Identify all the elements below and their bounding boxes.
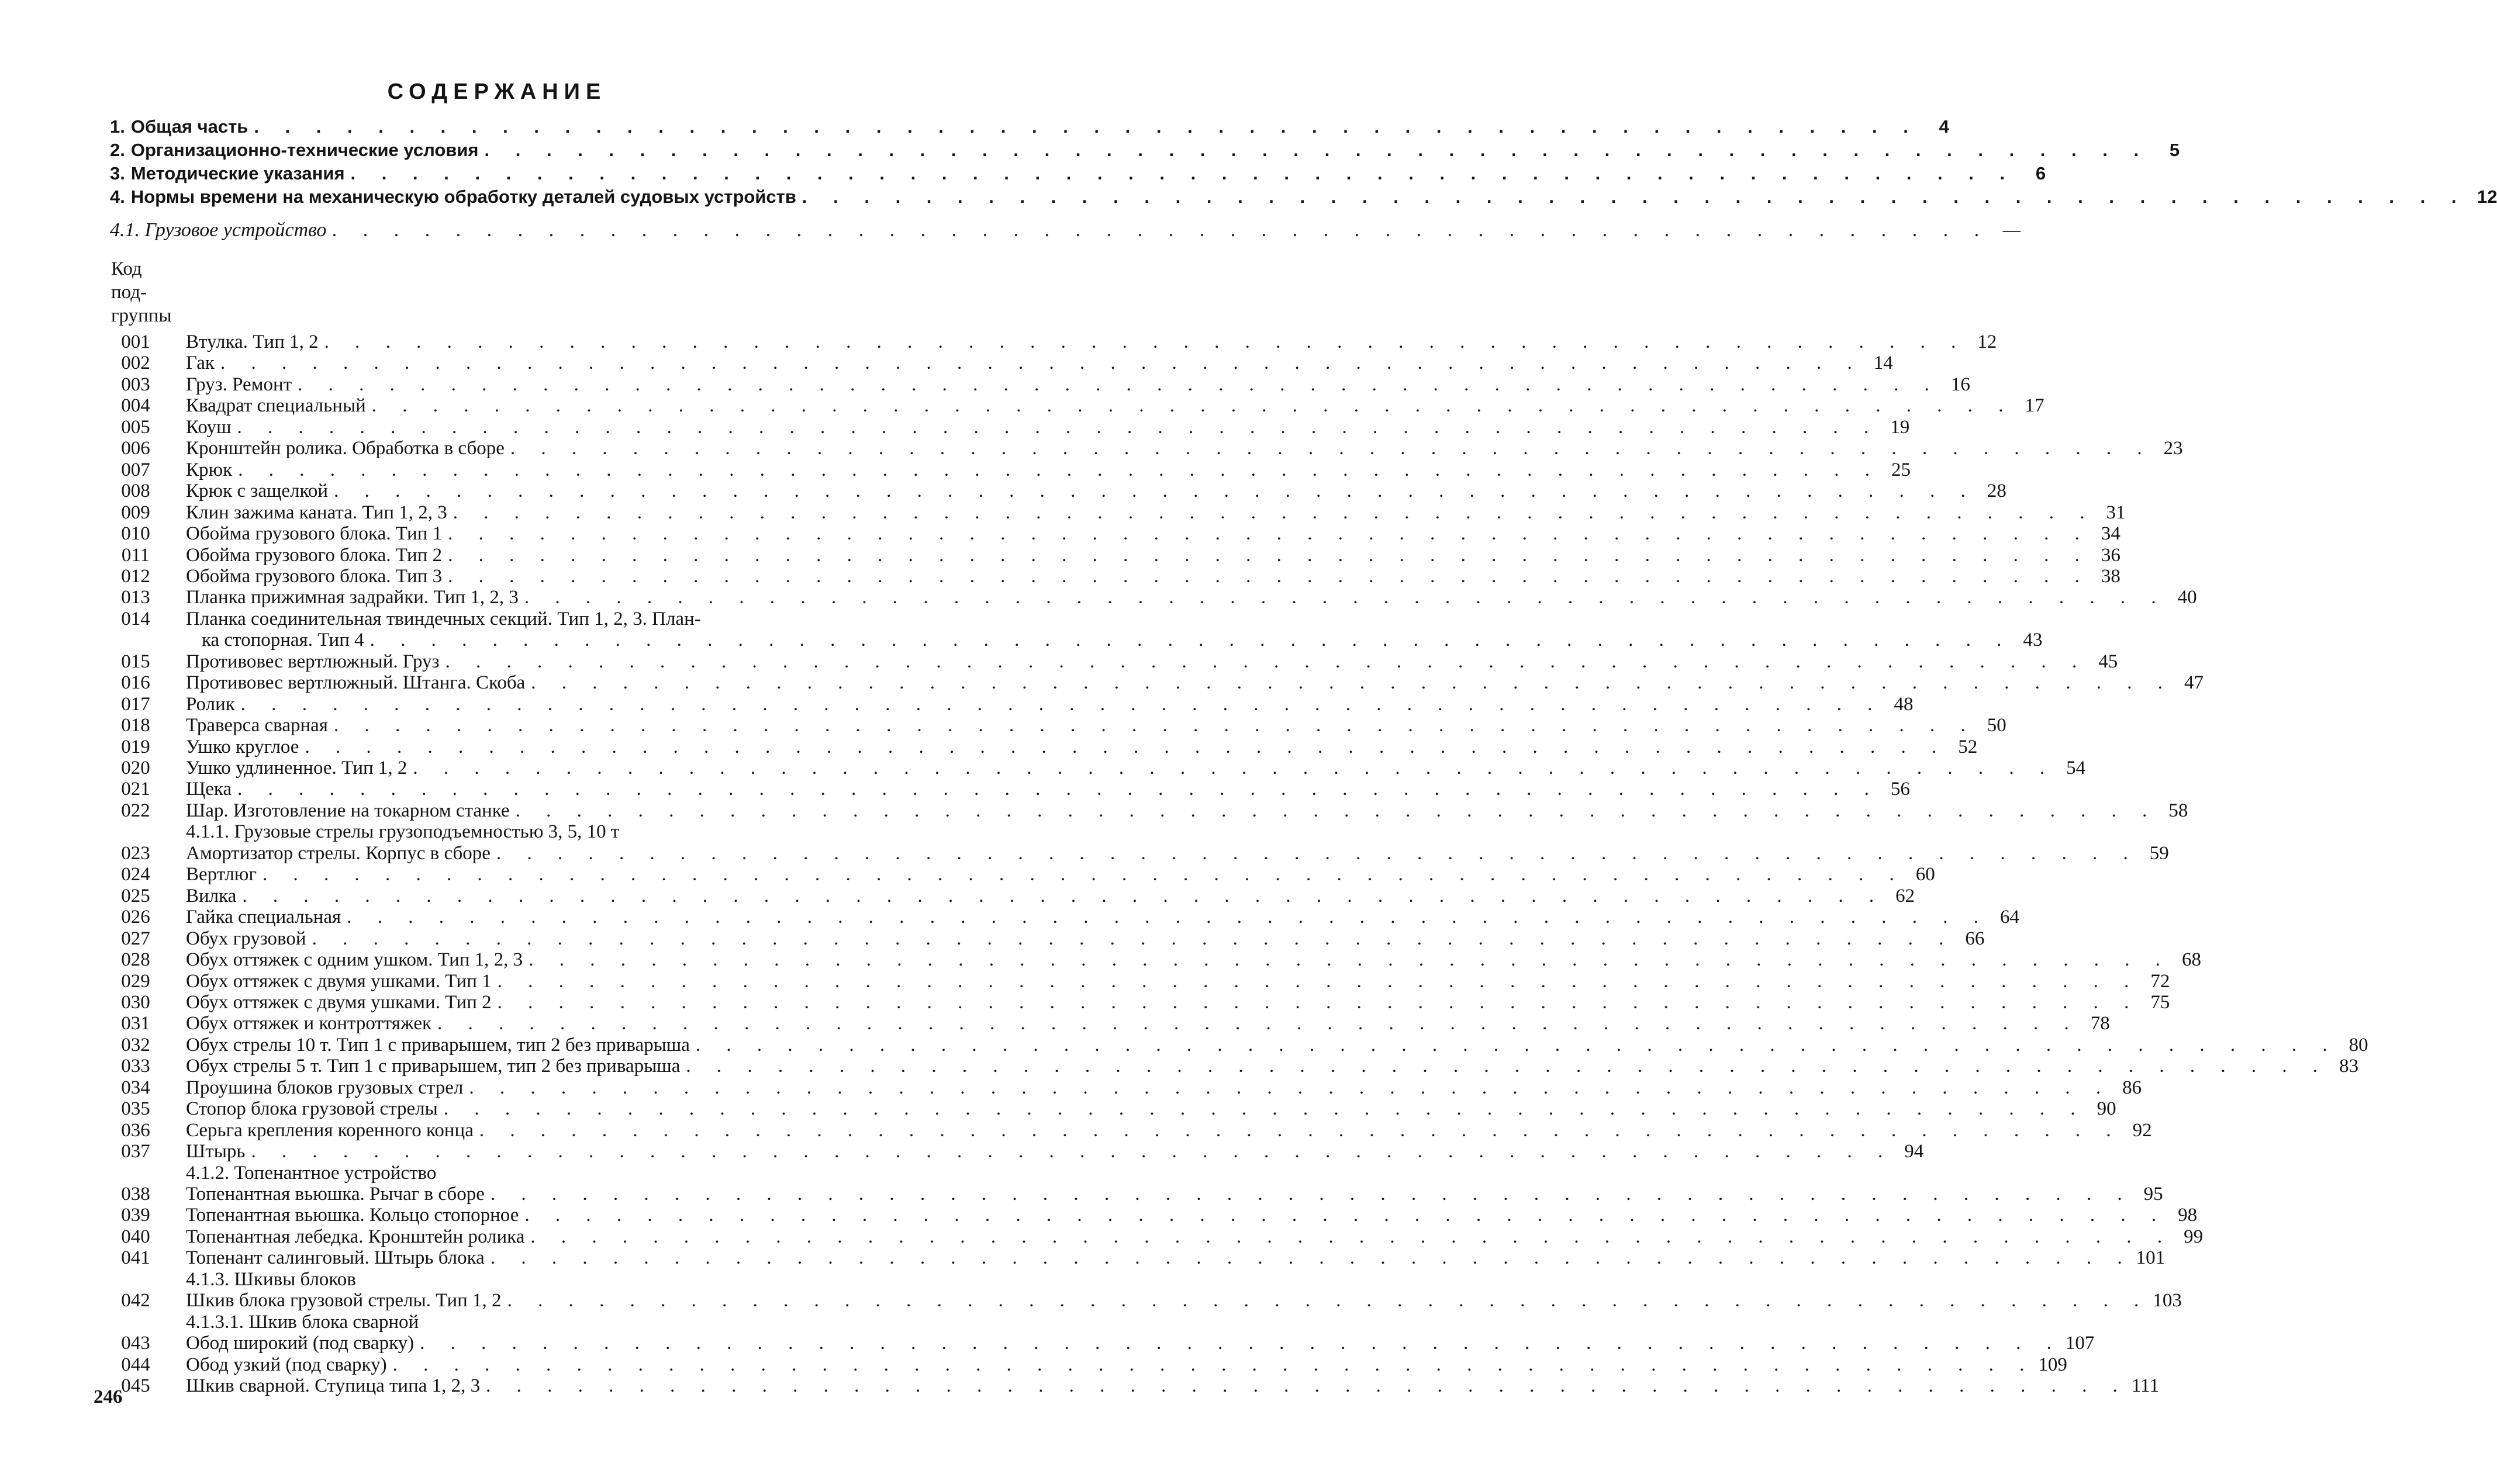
item-entry [186, 1012, 2110, 1035]
dot-leader: . . . . . . . . . . . . . . . . . . . . . . . . . . . . . . . . . . . . . . . . . . . . . . . . . . . . . . [484, 140, 2150, 160]
item-code: 001 [121, 331, 150, 352]
item-code: 030 [121, 991, 150, 1013]
section-entry [110, 116, 1949, 138]
item-page: 47 [2184, 672, 2204, 694]
item-code: 021 [121, 779, 150, 800]
item-page: 56 [1890, 779, 1910, 800]
item-text: Обойма грузового блока. Тип 3 [186, 565, 443, 587]
dot-leader: . . . . . . . . . . . . . . . . . . . . . . . . . . . . . . . . . . . . . . . . . . . . . . . . . . . . . . [369, 629, 2012, 651]
item-text: Крюк [186, 459, 233, 480]
item-code: 008 [121, 480, 150, 502]
item-code: 013 [121, 587, 150, 608]
item-text: Траверса сварная [186, 715, 328, 736]
section-text [110, 162, 345, 185]
dot-leader: . . . . . . . . . . . . . . . . . . . . . . . . . . . . . . . . . . . . . . . . . . . . . . . . . . . . . . [251, 1141, 1894, 1163]
item-page: 64 [1999, 907, 2019, 928]
item-text: Планка соединительная твиндечных секций. Тип 1, 2, 3. План- [186, 608, 701, 629]
dot-leader: . . . . . . . . . . . . . . . . . . . . . . . . . . . . . . . . . . . . . . . . . . . . . . . . . . . . . . [237, 779, 1880, 800]
item-code: 043 [121, 1333, 150, 1354]
item-code: 045 [121, 1375, 150, 1397]
item-page: 50 [1987, 715, 2006, 736]
item-entry [186, 523, 2120, 545]
dot-leader: . . . . . . . . . . . . . . . . . . . . . . . . . . . . . . . . . . . . . . . . . . . . . . . . . . . . . . [515, 800, 2158, 821]
item-text: Шкив блока грузовой стрелы. Тип 1, 2 [186, 1290, 502, 1312]
item-page: 98 [2178, 1205, 2198, 1226]
dot-leader: . . . . . . . . . . . . . . . . . . . . . . . . . . . . . . . . . . . . . . . . . . . . . . . . . . . . . . [531, 672, 2174, 694]
page-title: СОДЕРЖАНИЕ [387, 79, 607, 104]
item-entry [186, 480, 2006, 502]
item-text: Обух грузовой [186, 928, 306, 949]
item-entry [186, 352, 1893, 374]
item-text: Обух оттяжек и контроттяжек [186, 1013, 432, 1035]
item-page: 72 [2150, 970, 2170, 992]
item-text: Гак [186, 352, 215, 374]
section-text [110, 116, 248, 138]
item-code: 034 [121, 1077, 150, 1098]
section-page: 5 [2169, 140, 2180, 160]
item-text: Штырь [186, 1141, 246, 1163]
dot-leader: . . . . . . . . . . . . . . . . . . . . . . . . . . . . . . . . . . . . . . . . . . . . . . . . . . . . . . [507, 1290, 2150, 1312]
item-page: 23 [2163, 438, 2183, 459]
item-page: 80 [2349, 1034, 2368, 1056]
section-page: 12 [2477, 186, 2497, 207]
item-entry [186, 501, 2126, 524]
item-code: 009 [121, 501, 150, 523]
item-entry [186, 416, 1910, 438]
item-page: 111 [2131, 1375, 2159, 1397]
item-code: 033 [121, 1056, 150, 1077]
subsection-heading: 4.1.2. Топенантное устройство [186, 1162, 437, 1184]
item-text: Коуш [186, 416, 232, 438]
section-number: 1. [110, 116, 125, 137]
item-text: Топенант салинговый. Штырь блока [186, 1247, 485, 1269]
item-page: 66 [1965, 928, 1985, 949]
dot-leader: . . . . . . . . . . . . . . . . . . . . . . . . . . . . . . . . . . . . . . . . . . . . . . . . . . . . . . [486, 1375, 2128, 1397]
section-text [110, 139, 479, 161]
item-page: 34 [2101, 523, 2120, 545]
item-code: 041 [121, 1247, 150, 1269]
item-text: Обойма грузового блока. Тип 2 [186, 544, 443, 566]
item-code: 018 [121, 715, 150, 736]
item-entry [186, 1140, 1924, 1163]
item-code: 023 [121, 842, 150, 864]
item-code: 016 [121, 672, 150, 694]
item-code: 040 [121, 1226, 150, 1247]
dot-leader: . . . . . . . . . . . . . . . . . . . . . . . . . . . . . . . . . . . . . . . . . . . . . . . . . . . . . . [437, 1013, 2080, 1035]
item-text: Обух стрелы 5 т. Тип 1 с приварышем, тип 2 без приварыша [186, 1056, 681, 1077]
item-page: 16 [1950, 373, 1970, 395]
item-entry [186, 1098, 2116, 1120]
dot-leader: . . . . . . . . . . . . . . . . . . . . . . . . . . . . . . . . . . . . . . . . . . . . . . . . . . . . . . [497, 970, 2140, 992]
dot-leader: . . . . . . . . . . . . . . . . . . . . . . . . . . . . . . . . . . . . . . . . . . . . . . . . . . . . . . [237, 416, 1880, 438]
item-code: 014 [121, 608, 150, 629]
dot-leader: . . . . . . . . . . . . . . . . . . . . . . . . . . . . . . . . . . . . . . . . . . . . . . . . . . . . . . [490, 1247, 2133, 1269]
item-entry [186, 586, 2197, 608]
item-page: 90 [2097, 1098, 2116, 1120]
dot-leader: . . . . . . . . . . . . . . . . . . . . . . . . . . . . . . . . . . . . . . . . . . . . . . . . . . . . . . [445, 651, 2088, 672]
subsection-heading: 4.1.3. Шкивы блоков [186, 1268, 356, 1290]
item-code: 007 [121, 459, 150, 480]
item-page: 68 [2181, 949, 2201, 971]
dot-leader: . . . . . . . . . . . . . . . . . . . . . . . . . . . . . . . . . . . . . . . . . . . . . . . . . . . . . . [371, 395, 2014, 417]
item-code: 020 [121, 757, 150, 779]
section-entry [110, 186, 2497, 208]
dot-leader: . . . . . . . . . . . . . . . . . . . . . . . . . . . . . . . . . . . . . . . . . . . . . . . . . . . . . . [529, 949, 2171, 971]
item-entry [186, 885, 1915, 907]
item-entry [186, 1034, 2368, 1056]
item-text: Обух оттяжек с двумя ушками. Тип 1 [186, 970, 492, 992]
item-entry [186, 1119, 2152, 1141]
item-code: 005 [121, 416, 150, 438]
item-entry [186, 778, 1910, 800]
item-entry [186, 800, 2188, 822]
item-code: 027 [121, 928, 150, 949]
section-number: 2. [110, 140, 125, 160]
item-text: Квадрат специальный [186, 395, 366, 417]
item-code: 036 [121, 1119, 150, 1141]
dot-leader: . . . . . . . . . . . . . . . . . . . . . . . . . . . . . . . . . . . . . . . . . . . . . . . . . . . . . . [490, 1184, 2133, 1205]
code-header-line: Код [111, 258, 142, 279]
item-code: 042 [121, 1290, 150, 1312]
item-entry [186, 1226, 2204, 1248]
item-page: 62 [1895, 885, 1915, 907]
item-text: Груз. Ремонт [186, 373, 292, 395]
dot-leader: . . . . . . . . . . . . . . . . . . . . . . . . . . . . . . . . . . . . . . . . . . . . . . . . . . . . . . [420, 1333, 2062, 1354]
item-page: 31 [2106, 501, 2126, 523]
dot-leader: . . . . . . . . . . . . . . . . . . . . . . . . . . . . . . . . . . . . . . . . . . . . . . . . . . . . . . [510, 438, 2153, 459]
item-code: 011 [121, 544, 150, 566]
section-page: 4 [1939, 116, 1949, 137]
dot-leader: . . . . . . . . . . . . . . . . . . . . . . . . . . . . . . . . . . . . . . . . . . . . . . . . . . . . . . [802, 186, 2467, 207]
dot-leader: . . . . . . . . . . . . . . . . . . . . . . . . . . . . . . . . . . . . . . . . . . . . . . . . . . . . . . [453, 501, 2095, 523]
item-entry [186, 459, 1911, 481]
subsection-heading: 4.1.1. Грузовые стрелы грузоподъемностью 3, 5, 10 т [186, 821, 620, 843]
item-text: Обойма грузового блока. Тип 1 [186, 523, 443, 545]
item-page: 43 [2023, 629, 2043, 651]
item-page: 28 [1987, 480, 2006, 502]
page-number: 246 [94, 1386, 123, 1407]
section-number: 4. [110, 186, 125, 207]
item-page: 25 [1891, 459, 1911, 480]
section-entry [110, 139, 2180, 161]
item-entry [186, 928, 1985, 950]
item-code: 028 [121, 949, 150, 971]
item-text: Обод узкий (под сварку) [186, 1354, 387, 1375]
item-text: Вертлюг [186, 864, 257, 885]
item-text: Гайка специальная [186, 907, 341, 928]
item-page: 12 [1977, 331, 1997, 352]
item-page: 19 [1890, 416, 1910, 438]
item-page: 94 [1904, 1141, 1924, 1163]
section-number: 3. [110, 163, 125, 184]
item-code: 012 [121, 565, 150, 587]
item-entry [186, 395, 2044, 417]
item-entry [186, 863, 1935, 885]
section-title: Методические указания [130, 163, 345, 184]
item-code: 029 [121, 970, 150, 992]
dot-leader: . . . . . . . . . . . . . . . . . . . . . . . . . . . . . . . . . . . . . . . . . . . . . . . . . . . . . . [350, 163, 2016, 184]
item-page: 59 [2149, 842, 2169, 864]
item-page: 14 [1873, 352, 1893, 374]
item-code: 019 [121, 736, 150, 757]
item-page: 17 [2025, 395, 2044, 417]
item-code: 022 [121, 800, 150, 821]
item-entry [186, 1077, 2142, 1099]
item-entry [186, 970, 2170, 992]
dot-leader: . . . . . . . . . . . . . . . . . . . . . . . . . . . . . . . . . . . . . . . . . . . . . . . . . . . . . . [469, 1077, 2112, 1098]
dot-leader: . . . . . . . . . . . . . . . . . . . . . . . . . . . . . . . . . . . . . . . . . . . . . . . . . . . . . . [333, 715, 1976, 736]
item-text: Ушко удлиненное. Тип 1, 2 [186, 757, 407, 779]
item-page: 60 [1915, 864, 1935, 885]
dot-leader: . . . . . . . . . . . . . . . . . . . . . . . . . . . . . . . . . . . . . . . . . . . . . . . . . . . . . . [524, 1205, 2167, 1226]
dot-leader: . . . . . . . . . . . . . . . . . . . . . . . . . . . . . . . . . . . . . . . . . . . . . . . . . . . . . . [496, 842, 2139, 864]
item-code: 006 [121, 438, 150, 459]
item-code: 025 [121, 885, 150, 907]
item-code: 026 [121, 907, 150, 928]
code-header-line: под- [111, 282, 147, 303]
item-code: 015 [121, 651, 150, 672]
item-entry [186, 1055, 2359, 1077]
dot-leader: . . . . . . . . . . . . . . . . . . . . . . . . . . . . . . . . . . . . . . . . . . . . . . . . . . . . . . [240, 693, 1883, 715]
dot-leader: . . . . . . . . . . . . . . . . . . . . . . . . . . . . . . . . . . . . . . . . . . . . . . . . . . . . . . [497, 991, 2140, 1013]
item-entry [186, 906, 2019, 928]
category-page: — [2002, 219, 2021, 241]
item-entry [186, 651, 2118, 673]
section-entry [110, 162, 2046, 185]
item-text: Обух оттяжек с двумя ушками. Тип 2 [186, 991, 492, 1013]
dot-leader: . . . . . . . . . . . . . . . . . . . . . . . . . . . . . . . . . . . . . . . . . . . . . . . . . . . . . . [479, 1119, 2122, 1141]
item-page: 103 [2153, 1290, 2182, 1312]
item-entry [186, 1204, 2198, 1226]
dot-leader: . . . . . . . . . . . . . . . . . . . . . . . . . . . . . . . . . . . . . . . . . . . . . . . . . . . . . . [324, 331, 1967, 352]
dot-leader: . . . . . . . . . . . . . . . . . . . . . . . . . . . . . . . . . . . . . . . . . . . . . . . . . . . . . . [334, 480, 1976, 502]
item-text: Ролик [186, 693, 235, 715]
item-text: Планка прижимная задрайки. Тип 1, 2, 3 [186, 587, 519, 608]
item-text: Вилка [186, 885, 237, 907]
section-title: Общая часть [130, 116, 248, 137]
item-entry [186, 672, 2204, 694]
subsection-heading: 4.1.3.1. Шкив блока сварной [186, 1311, 419, 1333]
item-text: Амортизатор стрелы. Корпус в сборе [186, 842, 491, 864]
item-entry [186, 1332, 2095, 1354]
dot-leader: . . . . . . . . . . . . . . . . . . . . . . . . . . . . . . . . . . . . . . . . . . . . . . . . . . . . . . [305, 736, 1947, 757]
item-entry [186, 991, 2170, 1013]
item-entry [186, 331, 1997, 353]
item-page: 52 [1958, 736, 1978, 757]
code-header-line: группы [111, 305, 172, 326]
dot-leader: . . . . . . . . . . . . . . . . . . . . . . . . . . . . . . . . . . . . . . . . . . . . . . . . . . . . . . [220, 352, 1863, 374]
dot-leader: . . . . . . . . . . . . . . . . . . . . . . . . . . . . . . . . . . . . . . . . . . . . . . . . . . . . . . [530, 1226, 2173, 1247]
item-page: 36 [2101, 544, 2120, 566]
item-text: ка стопорная. Тип 4 [202, 629, 364, 651]
item-text: Клин зажима каната. Тип 1, 2, 3 [186, 501, 447, 523]
item-code: 002 [121, 352, 150, 374]
item-page: 95 [2143, 1184, 2163, 1205]
item-entry [186, 565, 2120, 587]
item-code: 004 [121, 395, 150, 417]
item-code: 017 [121, 693, 150, 715]
section-title: Организационно-технические условия [130, 140, 479, 160]
dot-leader: . . . . . . . . . . . . . . . . . . . . . . . . . . . . . . . . . . . . . . . . . . . . . . . . . . . . . . [242, 885, 1885, 907]
item-code: 024 [121, 864, 150, 885]
dot-leader: . . . . . . . . . . . . . . . . . . . . . . . . . . . . . . . . . . . . . . . . . . . . . . . . . . . . . . [254, 116, 1919, 137]
item-entry [186, 736, 1978, 758]
item-code: 010 [121, 523, 150, 545]
item-code: 044 [121, 1354, 150, 1375]
item-text: Ушко круглое [186, 736, 299, 757]
item-page: 83 [2339, 1056, 2359, 1077]
dot-leader: . . . . . . . . . . . . . . . . . . . . . . . . . . . . . . . . . . . . . . . . . . . . . . . . . . . . . . [524, 587, 2167, 608]
item-entry [186, 437, 2183, 459]
item-page: 58 [2168, 800, 2188, 821]
item-page: 45 [2098, 651, 2118, 672]
item-text: Втулка. Тип 1, 2 [186, 331, 319, 352]
dot-leader: . . . . . . . . . . . . . . . . . . . . . . . . . . . . . . . . . . . . . . . . . . . . . . . . . . . . . . [448, 544, 2090, 566]
item-entry [202, 629, 2043, 651]
item-text: Обух оттяжек с одним ушком. Тип 1, 2, 3 [186, 949, 523, 971]
item-entry [186, 1354, 2067, 1376]
item-page: 109 [2038, 1354, 2067, 1375]
category-title: 4.1. Грузовое устройство [110, 219, 327, 241]
item-text: Топенантная лебедка. Кронштейн ролика [186, 1226, 525, 1247]
dot-leader: . . . . . . . . . . . . . . . . . . . . . . . . . . . . . . . . . . . . . . . . . . . . . . . . . . . . . . [686, 1056, 2329, 1077]
item-entry [186, 1247, 2166, 1269]
item-text: Стопор блока грузовой стрелы [186, 1098, 438, 1120]
item-page: 40 [2177, 587, 2197, 608]
item-page: 101 [2136, 1247, 2166, 1269]
dot-leader: . . . . . . . . . . . . . . . . . . . . . . . . . . . . . . . . . . . . . . . . . . . . . . . . . . . . . . [312, 928, 1954, 949]
item-entry [186, 693, 1914, 715]
item-code: 035 [121, 1098, 150, 1120]
item-entry [186, 608, 916, 630]
dot-leader: . . . . . . . . . . . . . . . . . . . . . . . . . . . . . . . . . . . . . . . . . . . . . . . . . . . . . . [443, 1098, 2086, 1120]
item-text: Обух стрелы 10 т. Тип 1 с приварышем, тип 2 без приварыша [186, 1034, 690, 1056]
dot-leader: . . . . . . . . . . . . . . . . . . . . . . . . . . . . . . . . . . . . . . . . . . . . . . . . . . . . . . [262, 864, 1905, 885]
dot-leader: . . . . . . . . . . . . . . . . . . . . . . . . . . . . . . . . . . . . . . . . . . . . . . . . . . . . . . [695, 1034, 2338, 1056]
item-text: Проушина блоков грузовых стрел [186, 1077, 464, 1098]
item-code: 032 [121, 1034, 150, 1056]
item-page: 75 [2150, 991, 2170, 1013]
dot-leader: . . . . . . . . . . . . . . . . . . . . . . . . . . . . . . . . . . . . . . . . . . . . . . . . . . . . . . [347, 907, 1989, 928]
item-page: 48 [1894, 693, 1914, 715]
item-text: Щека [186, 779, 232, 800]
item-text: Серьга крепления коренного конца [186, 1119, 474, 1141]
section-title: Нормы времени на механическую обработку деталей судовых устройств [130, 186, 796, 207]
item-entry [186, 1183, 2163, 1205]
item-page: 107 [2065, 1333, 2095, 1354]
section-page: 6 [2035, 163, 2046, 184]
item-code: 039 [121, 1205, 150, 1226]
dot-leader: . . . . . . . . . . . . . . . . . . . . . . . . . . . . . . . . . . . . . . . . . . . . . . . . . . . . . . [298, 373, 1940, 395]
item-page: 38 [2101, 565, 2120, 587]
item-entry [186, 1289, 2182, 1312]
item-entry [186, 714, 2006, 736]
item-text: Противовес вертлюжный. Штанга. Скоба [186, 672, 526, 694]
item-page: 86 [2122, 1077, 2142, 1098]
item-text: Кронштейн ролика. Обработка в сборе [186, 438, 505, 459]
item-entry [186, 544, 2120, 566]
item-entry [186, 373, 1970, 396]
item-code: 031 [121, 1013, 150, 1035]
item-text: Крюк с защелкой [186, 480, 329, 502]
item-text: Топенантная вьюшка. Кольцо стопорное [186, 1205, 519, 1226]
category-entry [110, 219, 2021, 241]
dot-leader: . . . . . . . . . . . . . . . . . . . . . . . . . . . . . . . . . . . . . . . . . . . . . . . . . . . . . . [392, 1354, 2035, 1375]
dot-leader: . . . . . . . . . . . . . . . . . . . . . . . . . . . . . . . . . . . . . . . . . . . . . . . . . . . . . . [332, 219, 1990, 241]
item-entry [186, 757, 2086, 779]
item-page: 99 [2184, 1226, 2204, 1247]
item-text: Противовес вертлюжный. Груз [186, 651, 440, 672]
item-text: Шар. Изготовление на токарном станке [186, 800, 510, 821]
item-entry [186, 1375, 2159, 1397]
item-code: 003 [121, 373, 150, 395]
item-text: Шкив сварной. Ступица типа 1, 2, 3 [186, 1375, 481, 1397]
item-text: Обод широкий (под сварку) [186, 1333, 415, 1354]
item-entry [186, 949, 2201, 971]
dot-leader: . . . . . . . . . . . . . . . . . . . . . . . . . . . . . . . . . . . . . . . . . . . . . . . . . . . . . . [448, 523, 2090, 545]
code-column-header [111, 257, 172, 327]
dot-leader: . . . . . . . . . . . . . . . . . . . . . . . . . . . . . . . . . . . . . . . . . . . . . . . . . . . . . . [238, 459, 1880, 480]
item-text: Топенантная вьюшка. Рычаг в сборе [186, 1184, 485, 1205]
dot-leader: . . . . . . . . . . . . . . . . . . . . . . . . . . . . . . . . . . . . . . . . . . . . . . . . . . . . . . [413, 757, 2056, 779]
item-page: 54 [2066, 757, 2086, 779]
item-page: 92 [2132, 1119, 2152, 1141]
item-code: 037 [121, 1141, 150, 1163]
section-text [110, 186, 796, 208]
item-code: 038 [121, 1184, 150, 1205]
item-entry [186, 842, 2169, 864]
dot-leader: . . . . . . . . . . . . . . . . . . . . . . . . . . . . . . . . . . . . . . . . . . . . . . . . . . . . . . [448, 565, 2090, 587]
item-page: 78 [2090, 1013, 2110, 1035]
